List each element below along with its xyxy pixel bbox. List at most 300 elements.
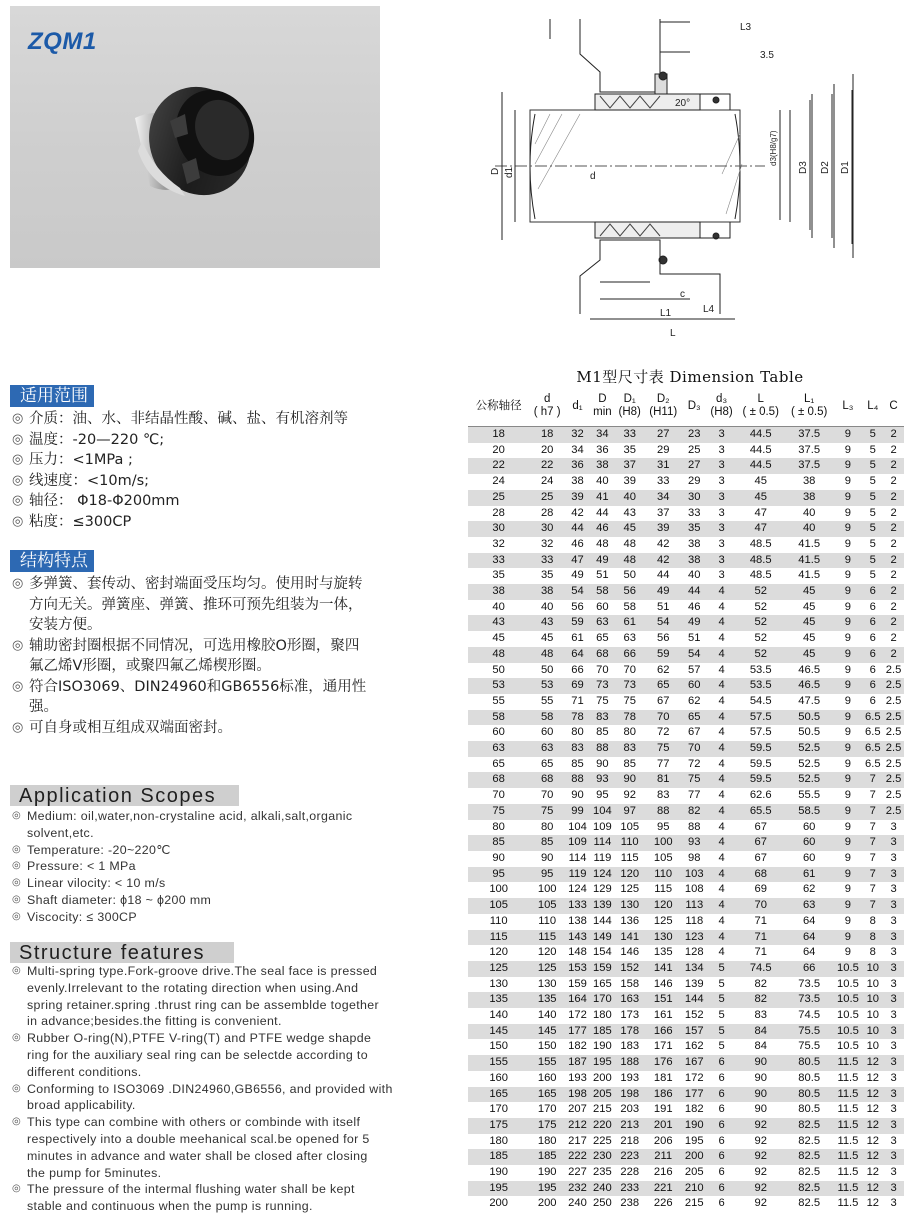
table-cell: 64 — [565, 647, 590, 663]
table-cell: 47 — [737, 506, 785, 522]
table-header-line: d₃ — [716, 393, 728, 405]
table-cell: 3 — [883, 992, 904, 1008]
table-cell: 100 — [529, 882, 565, 898]
table-cell: 149 — [590, 930, 615, 946]
table-cell: 7 — [862, 867, 883, 883]
table-cell: 45 — [529, 631, 565, 647]
cn-feature-line: 方向无关。弹簧座、弹簧、推环可预先组装为一体， — [29, 596, 363, 613]
table-cell: 90 — [737, 1087, 785, 1103]
table-cell: 12 — [862, 1071, 883, 1087]
table-cell: 3 — [883, 1087, 904, 1103]
table-cell: 85 — [468, 835, 529, 851]
table-cell: 200 — [468, 1196, 529, 1212]
table-row — [468, 945, 904, 961]
table-cell: 6 — [707, 1149, 737, 1165]
cn-feature-line: 安装方便。 — [29, 617, 102, 633]
table-cell: 9 — [833, 694, 862, 710]
table-cell: 42 — [645, 537, 682, 553]
table-cell: 90 — [468, 851, 529, 867]
table-cell: 60 — [529, 725, 565, 741]
table-cell: 63 — [468, 741, 529, 757]
table-cell: 4 — [707, 741, 737, 757]
table-cell: 171 — [645, 1039, 682, 1055]
table-cell: 69 — [565, 678, 590, 694]
table-cell: 49 — [682, 615, 707, 631]
table-cell: 30 — [529, 521, 565, 537]
table-cell: 3 — [883, 1181, 904, 1197]
table-cell: 177 — [682, 1087, 707, 1103]
cn-scope-item: ◎ 介质：油、水、非结晶性酸、碱、盐、有机溶剂等 — [12, 409, 452, 430]
table-cell: 173 — [615, 1008, 645, 1024]
table-cell: 7 — [862, 788, 883, 804]
table-cell: 37 — [615, 458, 645, 474]
table-cell: 3 — [707, 458, 737, 474]
table-cell: 2 — [883, 474, 904, 490]
table-cell: 162 — [682, 1039, 707, 1055]
table-cell: 82 — [682, 804, 707, 820]
table-cell: 141 — [645, 961, 682, 977]
table-cell: 57.5 — [737, 710, 785, 726]
table-cell: 8 — [862, 945, 883, 961]
table-cell: 4 — [707, 804, 737, 820]
table-row — [468, 1196, 904, 1212]
table-cell: 39 — [565, 490, 590, 506]
table-cell: 50 — [615, 568, 645, 584]
table-cell: 175 — [529, 1118, 565, 1134]
table-cell: 205 — [682, 1165, 707, 1181]
table-cell: 9 — [833, 851, 862, 867]
table-cell: 11.5 — [833, 1149, 862, 1165]
table-cell: 80 — [565, 725, 590, 741]
table-cell: 9 — [833, 914, 862, 930]
table-cell: 47 — [565, 553, 590, 569]
table-cell: 11.5 — [833, 1181, 862, 1197]
table-cell: 71 — [737, 930, 785, 946]
table-cell: 64 — [785, 945, 833, 961]
table-cell: 9 — [833, 882, 862, 898]
table-cell: 44.5 — [737, 458, 785, 474]
table-cell: 130 — [468, 977, 529, 993]
table-cell: 125 — [529, 961, 565, 977]
table-cell: 9 — [833, 788, 862, 804]
table-cell: 52 — [737, 647, 785, 663]
table-cell: 39 — [645, 521, 682, 537]
table-cell: 25 — [682, 443, 707, 459]
cn-scope-list — [12, 409, 452, 532]
en-feature-item — [12, 963, 452, 1030]
en-feature-item-line: spring retainer.spring .thrust ring can be assemblde together — [27, 997, 379, 1012]
table-cell: 152 — [682, 1008, 707, 1024]
table-cell: 108 — [682, 882, 707, 898]
table-cell: 7 — [862, 882, 883, 898]
en-features-heading: Structure features — [10, 942, 234, 963]
en-feature-item-line: ◎ The pressure of the intermal flushing water shall be kept — [27, 1182, 355, 1197]
table-cell: 12 — [862, 1087, 883, 1103]
table-row — [468, 710, 904, 726]
table-cell: 9 — [833, 772, 862, 788]
table-cell: 5 — [707, 992, 737, 1008]
table-header-line: D₁ — [623, 393, 636, 405]
table-cell: 23 — [682, 427, 707, 443]
table-cell: 114 — [565, 851, 590, 867]
table-cell: 180 — [529, 1134, 565, 1150]
table-cell: 6 — [862, 647, 883, 663]
table-cell: 9 — [833, 741, 862, 757]
en-features-list — [12, 963, 452, 1215]
table-cell: 150 — [468, 1039, 529, 1055]
en-scope-heading: Application Scopes — [10, 785, 239, 806]
table-cell: 42 — [565, 506, 590, 522]
table-cell: 2 — [883, 458, 904, 474]
table-cell: 50 — [468, 663, 529, 679]
table-cell: 4 — [707, 757, 737, 773]
table-header-line: ( ± 0.5) — [791, 406, 828, 418]
table-cell: 6 — [862, 584, 883, 600]
table-cell: 12 — [862, 1134, 883, 1150]
table-cell: 33 — [682, 506, 707, 522]
table-header-cell — [529, 386, 565, 427]
table-cell: 195 — [468, 1181, 529, 1197]
table-cell: 9 — [833, 506, 862, 522]
table-cell: 72 — [645, 725, 682, 741]
table-cell: 99 — [565, 804, 590, 820]
table-cell: 9 — [833, 804, 862, 820]
en-scope-list — [12, 808, 452, 926]
table-cell: 10.5 — [833, 977, 862, 993]
table-cell: 12 — [862, 1149, 883, 1165]
table-cell: 12 — [862, 1118, 883, 1134]
table-cell: 38 — [682, 553, 707, 569]
table-cell: 160 — [468, 1071, 529, 1087]
table-cell: 64 — [785, 914, 833, 930]
dim-label-d: d — [590, 171, 596, 182]
table-cell: 183 — [615, 1039, 645, 1055]
table-cell: 84 — [737, 1024, 785, 1040]
table-cell: 103 — [682, 867, 707, 883]
table-cell: 55.5 — [785, 788, 833, 804]
cn-scope-item: ◎ 压力：<1MPa ; — [12, 450, 452, 471]
table-cell: 66 — [565, 663, 590, 679]
table-cell: 203 — [615, 1102, 645, 1118]
table-cell: 18 — [468, 427, 529, 443]
table-cell: 124 — [565, 882, 590, 898]
table-cell: 45 — [468, 631, 529, 647]
table-cell: 52 — [737, 584, 785, 600]
en-feature-item-line: broad applicability. — [27, 1098, 136, 1113]
table-row — [468, 1087, 904, 1103]
table-cell: 238 — [615, 1196, 645, 1212]
table-cell: 5 — [707, 1024, 737, 1040]
table-cell: 120 — [645, 898, 682, 914]
table-cell: 3 — [883, 851, 904, 867]
table-cell: 190 — [682, 1118, 707, 1134]
table-cell: 195 — [590, 1055, 615, 1071]
table-cell: 35 — [529, 568, 565, 584]
table-row — [468, 1071, 904, 1087]
table-cell: 113 — [682, 898, 707, 914]
table-cell: 9 — [833, 600, 862, 616]
table-cell: 139 — [682, 977, 707, 993]
table-cell: 44 — [682, 584, 707, 600]
table-cell: 37.5 — [785, 443, 833, 459]
en-feature-item-line: ◎ Conforming to ISO3069 .DIN24960,GB6556, and provided with — [27, 1081, 393, 1096]
table-cell: 9 — [833, 663, 862, 679]
table-cell: 10.5 — [833, 961, 862, 977]
table-header-cell — [682, 386, 707, 427]
en-feature-item-line: different conditions. — [27, 1064, 142, 1079]
table-cell: 3 — [883, 1196, 904, 1212]
table-cell: 11.5 — [833, 1134, 862, 1150]
table-cell: 59 — [565, 615, 590, 631]
table-row — [468, 992, 904, 1008]
table-cell: 3 — [883, 1071, 904, 1087]
table-cell: 45 — [785, 584, 833, 600]
table-cell: 10 — [862, 961, 883, 977]
table-cell: 81 — [645, 772, 682, 788]
table-row — [468, 506, 904, 522]
table-cell: 27 — [682, 458, 707, 474]
table-header-line: d₁ — [572, 399, 583, 412]
table-cell: 33 — [529, 553, 565, 569]
cn-feature-line: ◎ 符合ISO3069、DIN24960和GB6556标准，通用性 — [29, 678, 367, 695]
table-cell: 5 — [862, 521, 883, 537]
cn-features-list — [12, 574, 452, 738]
en-scope-item-line: ◎ Pressure: < 1 MPa — [27, 859, 136, 874]
table-cell: 105 — [529, 898, 565, 914]
table-row — [468, 584, 904, 600]
table-cell: 5 — [707, 1008, 737, 1024]
table-cell: 164 — [565, 992, 590, 1008]
table-cell: 52.5 — [785, 741, 833, 757]
table-cell: 10 — [862, 1008, 883, 1024]
table-cell: 74.5 — [737, 961, 785, 977]
table-cell: 5 — [862, 568, 883, 584]
table-cell: 105 — [468, 898, 529, 914]
table-row — [468, 521, 904, 537]
en-feature-item — [12, 1114, 452, 1181]
table-cell: 70 — [682, 741, 707, 757]
table-cell: 7 — [862, 898, 883, 914]
table-cell: 70 — [615, 663, 645, 679]
table-cell: 47 — [737, 521, 785, 537]
dimension-table-title: M1型尺寸表 Dimension Table — [576, 368, 804, 386]
en-feature-item-line: evenly.Irrelevant to the rotating direction when using.And — [27, 980, 359, 995]
table-row — [468, 835, 904, 851]
table-cell: 49 — [590, 553, 615, 569]
table-cell: 59 — [645, 647, 682, 663]
table-cell: 49 — [565, 568, 590, 584]
table-cell: 2 — [883, 490, 904, 506]
table-cell: 67 — [682, 725, 707, 741]
table-cell: 3 — [707, 474, 737, 490]
table-cell: 190 — [529, 1165, 565, 1181]
table-cell: 35 — [468, 568, 529, 584]
table-row — [468, 772, 904, 788]
table-cell: 6 — [707, 1102, 737, 1118]
table-cell: 83 — [645, 788, 682, 804]
table-cell: 3 — [883, 867, 904, 883]
table-cell: 151 — [645, 992, 682, 1008]
table-cell: 2 — [883, 568, 904, 584]
table-cell: 67 — [737, 820, 785, 836]
table-cell: 56 — [615, 584, 645, 600]
table-cell: 40 — [590, 474, 615, 490]
table-cell: 80.5 — [785, 1071, 833, 1087]
product-photo-panel — [10, 6, 380, 268]
table-cell: 12 — [862, 1165, 883, 1181]
table-cell: 2.5 — [883, 710, 904, 726]
table-cell: 6 — [707, 1165, 737, 1181]
table-cell: 66 — [785, 961, 833, 977]
table-cell: 5 — [707, 1039, 737, 1055]
table-cell: 6.5 — [862, 741, 883, 757]
table-row — [468, 757, 904, 773]
table-cell: 165 — [468, 1087, 529, 1103]
table-cell: 100 — [468, 882, 529, 898]
table-cell: 7 — [862, 772, 883, 788]
table-row — [468, 568, 904, 584]
table-cell: 155 — [529, 1055, 565, 1071]
table-cell: 82 — [737, 992, 785, 1008]
table-cell: 154 — [590, 945, 615, 961]
table-cell: 6 — [707, 1196, 737, 1212]
table-cell: 80.5 — [785, 1087, 833, 1103]
table-cell: 135 — [468, 992, 529, 1008]
table-cell: 12 — [862, 1196, 883, 1212]
table-cell: 72 — [682, 757, 707, 773]
table-cell: 45 — [737, 490, 785, 506]
table-cell: 12 — [862, 1055, 883, 1071]
table-cell: 198 — [565, 1087, 590, 1103]
table-cell: 38 — [468, 584, 529, 600]
table-cell: 200 — [529, 1196, 565, 1212]
table-cell: 85 — [590, 725, 615, 741]
table-cell: 207 — [565, 1102, 590, 1118]
table-cell: 10.5 — [833, 1024, 862, 1040]
table-cell: 4 — [707, 914, 737, 930]
table-row — [468, 1039, 904, 1055]
table-cell: 85 — [529, 835, 565, 851]
table-cell: 138 — [565, 914, 590, 930]
table-cell: 82.5 — [785, 1118, 833, 1134]
table-cell: 88 — [645, 804, 682, 820]
table-cell: 211 — [645, 1149, 682, 1165]
table-cell: 6 — [862, 663, 883, 679]
table-cell: 9 — [833, 427, 862, 443]
table-cell: 4 — [707, 647, 737, 663]
table-cell: 4 — [707, 772, 737, 788]
table-cell: 128 — [682, 945, 707, 961]
table-cell: 20 — [529, 443, 565, 459]
table-cell: 88 — [565, 772, 590, 788]
table-cell: 158 — [615, 977, 645, 993]
table-cell: 42 — [645, 553, 682, 569]
table-cell: 41.5 — [785, 537, 833, 553]
en-feature-item-line: in advance;besides.the fitting is convenient. — [27, 1014, 282, 1029]
table-cell: 22 — [468, 458, 529, 474]
table-cell: 73 — [615, 678, 645, 694]
table-row — [468, 788, 904, 804]
table-cell: 232 — [565, 1181, 590, 1197]
table-row — [468, 647, 904, 663]
table-cell: 130 — [645, 930, 682, 946]
dim-label-L1: L1 — [660, 308, 672, 319]
en-feature-item-line: ◎ This type can combine with others or combinde with itself — [27, 1115, 361, 1130]
table-cell: 182 — [682, 1102, 707, 1118]
table-cell: 2 — [883, 427, 904, 443]
table-cell: 85 — [615, 757, 645, 773]
table-cell: 61 — [615, 615, 645, 631]
table-cell: 59.5 — [737, 772, 785, 788]
table-row — [468, 474, 904, 490]
cn-feature-item — [12, 718, 452, 739]
table-cell: 144 — [590, 914, 615, 930]
table-cell: 120 — [468, 945, 529, 961]
table-cell: 185 — [590, 1024, 615, 1040]
table-cell: 150 — [529, 1039, 565, 1055]
table-cell: 34 — [565, 443, 590, 459]
table-cell: 4 — [707, 898, 737, 914]
table-header-row — [468, 386, 904, 427]
table-cell: 193 — [615, 1071, 645, 1087]
table-cell: 67 — [645, 694, 682, 710]
table-cell: 6 — [862, 600, 883, 616]
dim-label-D2: D2 — [820, 161, 831, 174]
table-cell: 200 — [590, 1071, 615, 1087]
dim-label-L3: L3 — [740, 22, 752, 33]
table-cell: 70 — [737, 898, 785, 914]
en-scope-item-line: ◎ Viscocity: ≤ 300CP — [27, 909, 137, 924]
table-cell: 64 — [785, 930, 833, 946]
dim-label-angle: 20° — [675, 98, 691, 109]
table-row — [468, 537, 904, 553]
table-cell: 68 — [529, 772, 565, 788]
table-cell: 88 — [590, 741, 615, 757]
en-feature-item-line: stable and continuous when the pump is running. — [27, 1199, 313, 1214]
table-cell: 181 — [645, 1071, 682, 1087]
table-cell: 80 — [529, 820, 565, 836]
table-cell: 80.5 — [785, 1102, 833, 1118]
table-cell: 65 — [682, 710, 707, 726]
table-cell: 145 — [468, 1024, 529, 1040]
table-cell: 115 — [645, 882, 682, 898]
table-header-line: D₂ — [656, 393, 670, 405]
table-cell: 5 — [862, 553, 883, 569]
table-cell: 166 — [645, 1024, 682, 1040]
table-row — [468, 678, 904, 694]
table-cell: 83 — [737, 1008, 785, 1024]
table-cell: 83 — [615, 741, 645, 757]
table-cell: 120 — [529, 945, 565, 961]
table-cell: 53.5 — [737, 663, 785, 679]
cn-feature-line: 强。 — [29, 699, 58, 715]
table-cell: 4 — [707, 694, 737, 710]
table-cell: 2 — [883, 506, 904, 522]
en-feature-item-line: ◎ Rubber O-ring(N),PTFE V-ring(T) and PTFE wedge shapde — [27, 1031, 372, 1046]
table-cell: 9 — [833, 930, 862, 946]
table-cell: 180 — [468, 1134, 529, 1150]
table-cell: 83 — [565, 741, 590, 757]
table-cell: 83 — [590, 710, 615, 726]
table-cell: 59.5 — [737, 757, 785, 773]
table-cell: 61 — [565, 631, 590, 647]
table-row — [468, 1118, 904, 1134]
table-cell: 40 — [682, 568, 707, 584]
table-cell: 4 — [707, 867, 737, 883]
table-cell: 9 — [833, 458, 862, 474]
table-cell: 125 — [468, 961, 529, 977]
cn-features-heading: 结构特点 — [10, 550, 94, 572]
